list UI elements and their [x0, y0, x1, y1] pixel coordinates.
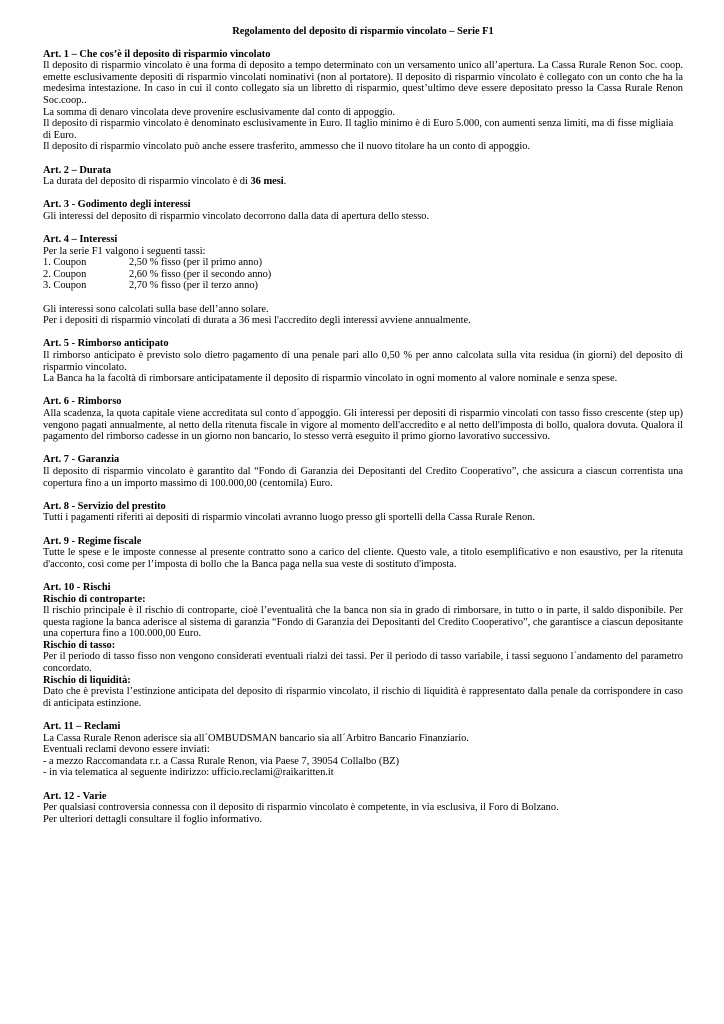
risk-subheading: Rischio di liquidità:: [43, 674, 131, 686]
article-12: [43, 791, 683, 826]
spacer: [43, 292, 683, 304]
article-10-heading: Art. 10 - Rischi: [43, 581, 111, 593]
article-9-paragraph: Tutte le spese e le imposte connesse al presente contratto sono a carico del cliente. Questo vale, a titolo esemplificativo e non esaustivo, per la ritenuta d'acconto, così come per l’imposta di bollo che la Banca paga nella sua veste di sostituto d'imposta.: [43, 547, 683, 570]
rates-intro: Per la serie F1 valgono i seguenti tassi:: [43, 245, 206, 257]
coupon-rate: 2,70 % fisso (per il terzo anno): [129, 280, 258, 292]
article-5: [43, 338, 683, 384]
article-7: [43, 454, 683, 489]
article-2-heading: Art. 2 – Durata: [43, 164, 112, 176]
article-11-heading: Art. 11 – Reclami: [43, 721, 121, 733]
article-1-paragraph: Il deposito di risparmio vincolato è denominato esclusivamente in Euro. Il taglio minimo è di Euro 5.000, con aumenti senza limiti, ma di fisse migliaia di Euro.: [43, 118, 674, 141]
coupon-rate: 2,60 % fisso (per il secondo anno): [129, 268, 272, 280]
document-title: Regolamento del deposito di risparmio vincolato – Serie F1: [232, 26, 494, 37]
article-11-paragraph: - a mezzo Raccomandata r.r. a Cassa Rurale Renon, via Paese 7, 39054 Collalbo (BZ): [43, 755, 400, 767]
article-5-paragraph: Il rimborso anticipato è previsto solo dietro pagamento di una penale pari allo 0,50 % per anno calcolata sulla vita residua (in giorni) del deposito di risparmio vincolato.: [43, 350, 683, 373]
article-12-paragraph: Per qualsiasi controversia connessa con il deposito di risparmio vincolato è competente, in via esclusiva, il Foro di Bolzano.: [43, 802, 559, 814]
article-3-heading: Art. 3 - Godimento degli interessi: [43, 199, 191, 211]
article-10-paragraph: Per il periodo di tasso fisso non vengono considerati eventuali rialzi dei tassi. Per il periodo di tasso variabile, i tassi seguono l´andamento del parametro concordato.: [43, 651, 683, 675]
coupon-label: 3. Coupon: [43, 280, 87, 292]
rate-row: [43, 269, 683, 281]
article-10: [43, 582, 683, 710]
article-9-heading: Art. 9 - Regime fiscale: [43, 535, 142, 547]
article-1-paragraph: Il deposito di risparmio vincolato può anche essere trasferito, ammesso che il nuovo titolare ha un conto di appoggio.: [43, 141, 531, 153]
coupon-label: 1. Coupon: [43, 257, 87, 269]
article-11-paragraph: - in via telematica al seguente indirizzo: ufficio.reclami@raikaritten.it: [43, 767, 334, 779]
article-11: [43, 721, 683, 779]
rate-row: [43, 280, 683, 292]
article-10-paragraph: Dato che è prevista l’estinzione anticipata del deposito di risparmio vincolato, il rischio di liquidità è rappresentato dalla penale da corrispondere in caso di anticipata estinzione.: [43, 686, 683, 709]
article-1-paragraph: Il deposito di risparmio vincolato è una forma di deposito a tempo determinato con un versamento unico all’apertura. La Cassa Rurale Renon Soc. coop. emette esclusivamente depositi di risparmio vincolati nominativi (non al portatore). Il deposito di risparmio vincolato è collegato con un conto che ha la medesima intestazione. In caso in cui il conto collegato sia un libretto di risparmio, quest’ultimo deve essere depositato presso la Cassa Rurale Renon Soc.coop..: [43, 60, 683, 106]
article-5-heading: Art. 5 - Rimborso anticipato: [43, 338, 169, 350]
article-1-paragraph: La somma di denaro vincolata deve provenire esclusivamente dal conto di appoggio.: [43, 106, 396, 118]
article-3-paragraph: Gli interessi del deposito di risparmio vincolato decorrono dalla data di apertura dello stesso.: [43, 210, 430, 222]
duration-text: La durata del deposito di risparmio vincolato è di: [43, 176, 251, 188]
article-12-heading: Art. 12 - Varie: [43, 790, 107, 802]
risk-subheading: Rischio di controparte:: [43, 593, 146, 605]
article-6-heading: Art. 6 - Rimborso: [43, 396, 122, 408]
article-3: [43, 199, 683, 222]
article-12-paragraph: Per ulteriori dettagli consultare il foglio informativo.: [43, 813, 263, 825]
article-6: [43, 396, 683, 442]
document-page: [43, 26, 683, 837]
article-9: [43, 536, 683, 571]
article-11-paragraph: Eventuali reclami devono essere inviati:: [43, 744, 210, 756]
article-2-paragraph: [43, 176, 683, 188]
article-2: [43, 165, 683, 188]
coupon-rate: 2,50 % fisso (per il primo anno): [129, 257, 263, 269]
article-8-paragraph: Tutti i pagamenti riferiti ai depositi di risparmio vincolati avranno luogo presso gli sportelli della Cassa Rurale Renon.: [43, 512, 535, 524]
duration-period: .: [283, 176, 287, 188]
rate-row: [43, 257, 683, 269]
risk-subheading: Rischio di tasso:: [43, 639, 116, 651]
article-1: [43, 49, 683, 153]
article-1-heading: Art. 1 – Che cos’è il deposito di risparmio vincolato: [43, 48, 271, 60]
article-4-paragraph: Gli interessi sono calcolati sulla base dell’anno solare.: [43, 303, 269, 315]
article-7-heading: Art. 7 - Garanzia: [43, 454, 120, 466]
article-4: [43, 234, 683, 327]
article-6-paragraph: Alla scadenza, la quota capitale viene accreditata sul conto d´appoggio. Gli interessi per depositi di risparmio vincolati con tasso fisso crescente (step up) vengono pagati annualmente, al netto della ritenuta fiscale in vigore al momento dell'accredito e al netto dell'imposta di bollo, qualora dovuta. Qualora il pagamento del rimborso cadesse in un giorno non bancario, lo stesso verrà eseguito il primo giorno lavorativo successivo.: [43, 408, 683, 443]
article-4-paragraph: Per i depositi di risparmio vincolati di durata a 36 mesi l'accredito degli interessi avviene annualmente.: [43, 315, 471, 327]
article-11-paragraph: La Cassa Rurale Renon aderisce sia all´OMBUDSMAN bancario sia all´Arbitro Bancario Finanziario.: [43, 732, 469, 744]
article-10-paragraph: Il rischio principale è il rischio di controparte, cioè l’eventualità che la banca non sia in grado di rimborsare, in tutto o in parte, il saldo disponibile. Per questa ragione la banca aderisce al sistema di garanzia “Fondo di Garanzia dei Depositanti del Credito Cooperativo”, che garantisce a ciascun depositante una copertura fino a 100.000,00 Euro.: [43, 605, 683, 640]
article-7-paragraph: Il deposito di risparmio vincolato è garantito dal “Fondo di Garanzia dei Depositanti del Credito Cooperativo”, che assicura a ciascun correntista una copertura fino a un importo massimo di 100.000,00 (centomila) Euro.: [43, 465, 683, 489]
article-8-heading: Art. 8 - Servizio del prestito: [43, 500, 166, 512]
article-4-heading: Art. 4 – Interessi: [43, 234, 118, 246]
article-5-paragraph: La Banca ha la facoltà di rimborsare anticipatamente il deposito di risparmio vincolato in ogni momento al valore nominale e senza spese.: [43, 373, 618, 385]
article-8: [43, 501, 683, 524]
coupon-label: 2. Coupon: [43, 268, 87, 280]
duration-value: 36 mesi: [250, 176, 284, 188]
